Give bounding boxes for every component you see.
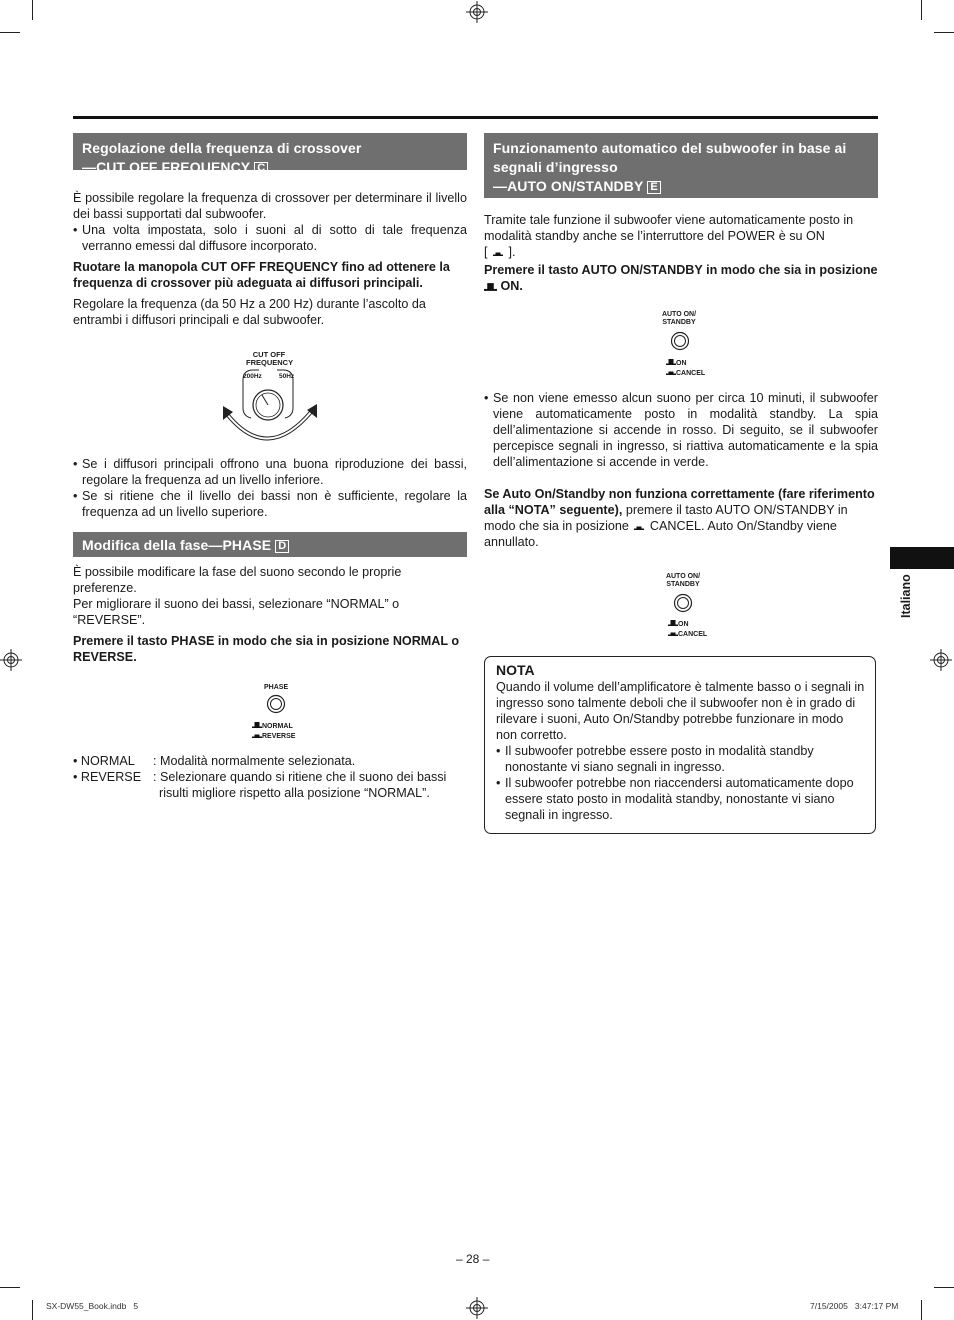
definition-term: • REVERSE: [73, 770, 142, 784]
section-badge: E: [647, 181, 660, 194]
section-badge: D: [275, 540, 289, 553]
instruction-part: Premere il tasto AUTO ON/STANDBY in modo che sia in posizione: [484, 263, 878, 277]
definition-text: : Modalità normalmente selezionata.: [153, 754, 356, 768]
trim-mark: [32, 1300, 33, 1320]
phase-button-illustration: [73, 665, 467, 753]
switch-released-icon: [491, 250, 505, 256]
section-title-line: segnali d’ingresso: [493, 159, 618, 175]
note-box: [484, 656, 876, 834]
registration-mark-icon: [466, 1297, 488, 1319]
switch-pressed-icon: [484, 282, 497, 292]
intro-paragraph: È possibile regolare la frequenza di crossover per determinare il livello dei bassi supportati dal subwoofer.: [73, 191, 467, 221]
switch-released-icon: [666, 369, 676, 375]
failure-bold-text: Se Auto On/Standby non funziona correttamente (fare riferimento alla “NOTA” seguente),: [484, 487, 875, 517]
top-rule: [73, 116, 878, 119]
section-title-line: Funzionamento automatico del subwoofer in base ai: [493, 140, 847, 156]
trim-mark: [934, 32, 954, 33]
bracket-close: ].: [508, 245, 516, 259]
section-header-crossover: [73, 133, 467, 175]
switch-released-icon: [252, 732, 262, 738]
phase-paragraph: È possibile modificare la fase del suono secondo le proprie preferenze.: [73, 565, 402, 595]
registration-mark-icon: [466, 1, 488, 23]
button-title: AUTO ON/ STANDBY: [665, 573, 701, 588]
switch-released-icon: [632, 524, 646, 530]
option-label: ON: [676, 360, 687, 367]
bracket-open: [: [484, 245, 488, 259]
definition-text: : Selezionare quando si ritiene che il suono dei bassi risulti migliore rispetto alla posizione “NORMAL”.: [153, 770, 447, 800]
bullet-item: • Il subwoofer potrebbe non riaccendersi automaticamente dopo essere stato posto in modalità standby, nonostante vi siano segnali in ingresso.: [496, 776, 854, 822]
failure-text: CANCEL. Auto On/Standby viene annullato.: [484, 519, 837, 549]
page-number: – 28 –: [456, 1252, 490, 1266]
option-label: REVERSE: [262, 733, 296, 740]
language-tab: [890, 547, 954, 569]
definition-row: [73, 753, 467, 769]
definition-row: [73, 769, 467, 801]
knob-label-right: 50Hz: [279, 373, 295, 380]
frequency-paragraph: Regolare la frequenza (da 50 Hz a 200 Hz) durante l’ascolto da entrambi i diffusori principali e dal subwoofer.: [73, 297, 426, 327]
option-label: NORMAL: [262, 723, 293, 730]
section-title-text: Modifica della fase—PHASE: [82, 537, 272, 553]
auto-standby-paragraph: [484, 212, 878, 260]
note-title: NOTA: [496, 662, 535, 678]
bullet-text: Se si ritiene che il livello dei bassi non è sufficiente, regolare la frequenza ad un livello superiore.: [82, 489, 467, 519]
switch-option: [668, 624, 707, 640]
knob-label-left: 200Hz: [243, 373, 262, 380]
knob-title: CUT OFF FREQUENCY: [246, 350, 294, 367]
trim-mark: [0, 1287, 20, 1288]
option-label: CANCEL: [678, 631, 708, 638]
registration-mark-icon: [930, 649, 952, 671]
knob-dial-icon: [221, 348, 321, 452]
push-button-icon: [673, 593, 693, 613]
definition-term: • NORMAL: [73, 754, 135, 768]
bullet-text: Se i diffusori principali offrono una buona riproduzione dei bassi, regolare la frequenza ad un livello inferiore.: [82, 457, 467, 487]
bullet-text: Il subwoofer potrebbe essere posto in modalità standby nonostante vi siano segnali in ingresso.: [505, 744, 814, 774]
instruction-part: ON.: [500, 279, 523, 293]
language-text: Italiano: [899, 574, 913, 618]
footer-timestamp: 7/15/2005 3:47:17 PM: [810, 1301, 899, 1311]
option-label: CANCEL: [676, 370, 706, 377]
section-title-text: —AUTO ON/STANDBY: [493, 178, 644, 194]
instruction-text: Ruotare la manopola CUT OFF FREQUENCY fino ad ottenere la frequenza di crossover più adeguata ai diffusori principali.: [73, 260, 450, 290]
switch-option: [252, 726, 295, 742]
section-title-line: Regolazione della frequenza di crossover: [82, 140, 362, 156]
bullet-item: • Una volta impostata, solo i suoni al di sotto di tale frequenza verranno emessi dal diffusore incorporato.: [73, 223, 467, 253]
trim-mark: [0, 32, 20, 33]
option-label: ON: [678, 621, 689, 628]
cutoff-knob-illustration: [73, 328, 467, 456]
bullet-item: • Il subwoofer potrebbe essere posto in modalità standby nonostante vi siano segnali in ingresso.: [496, 744, 814, 774]
failure-text: premere il tasto AUTO ON/STANDBY in modo che sia in posizione: [484, 503, 848, 533]
paragraph-text: Tramite tale funzione il subwoofer viene automaticamente posto in modalità standby anche se l’interruttore del POWER è su ON: [484, 213, 854, 243]
section-header-phase: [73, 532, 467, 557]
section-badge: C: [254, 162, 268, 175]
push-button-icon: [670, 331, 690, 351]
instruction-text: [484, 262, 878, 294]
bullet-item: • Se non viene emesso alcun suono per circa 10 minuti, il subwoofer viene automaticamente posto in modalità standby. La spia dell’alimentazione si accende in rosso. Di seguito, se il subwoofer percepisce segnali in ingresso, si riattiva automaticamente e la spia dell’alimentazione si accende in verde.: [484, 391, 878, 469]
button-title: PHASE: [264, 684, 289, 691]
trim-mark: [934, 1287, 954, 1288]
footer-file: SX-DW55_Book.indb 5: [46, 1301, 139, 1311]
language-label: [899, 572, 913, 620]
registration-mark-icon: [0, 649, 22, 671]
trim-mark: [32, 0, 33, 20]
trim-mark: [921, 1300, 922, 1320]
switch-released-icon: [668, 630, 678, 636]
bullet-text: Se non viene emesso alcun suono per circa 10 minuti, il subwoofer viene automaticamente posto in modalità standby. La spia dell’alimentazione si accende in rosso. Di seguito, se il subwoofer percepisce segnali in ingresso, si riattiva automaticamente e la spia dell’alimentazione si accende in verde.: [493, 391, 878, 469]
bullet-text: Il subwoofer potrebbe non riaccendersi automaticamente dopo essere stato posto in modalità standby, nonostante vi siano segnali in ingresso.: [505, 776, 854, 822]
bullet-text: Una volta impostata, solo i suoni al di sotto di tale frequenza verranno emessi dal diffusore incorporato.: [82, 223, 467, 253]
push-button-icon: [266, 694, 286, 714]
auto-standby-button-illustration: [484, 550, 878, 640]
trim-mark: [921, 0, 922, 20]
left-column: [73, 133, 467, 801]
switch-option: [666, 363, 705, 379]
bullet-item: • Se si ritiene che il livello dei bassi non è sufficiente, regolare la frequenza ad un livello superiore.: [73, 489, 467, 519]
button-title: AUTO ON/ STANDBY: [661, 311, 697, 326]
section-header-auto-standby: [484, 133, 878, 198]
bullet-item: • Se i diffusori principali offrono una buona riproduzione dei bassi, regolare la frequenza ad un livello inferiore.: [73, 457, 467, 487]
section-title-line: [493, 177, 869, 196]
phase-paragraph: Per migliorare il suono dei bassi, selezionare “NORMAL” o “REVERSE”.: [73, 597, 400, 627]
auto-standby-button-illustration: [484, 294, 878, 390]
section-title-text: —CUT OFF FREQUENCY: [82, 159, 251, 175]
failure-paragraph: [484, 486, 878, 550]
note-paragraph: Quando il volume dell’amplificatore è talmente basso o i segnali in ingresso sono talmente deboli che il subwoofer non è in grado di rilevare i suoni, Auto On/Standby potrebbe funzionare in modo non corretto.: [496, 680, 865, 742]
right-column: [484, 133, 878, 640]
instruction-text: Premere il tasto PHASE in modo che sia in posizione NORMAL o REVERSE.: [73, 634, 460, 664]
